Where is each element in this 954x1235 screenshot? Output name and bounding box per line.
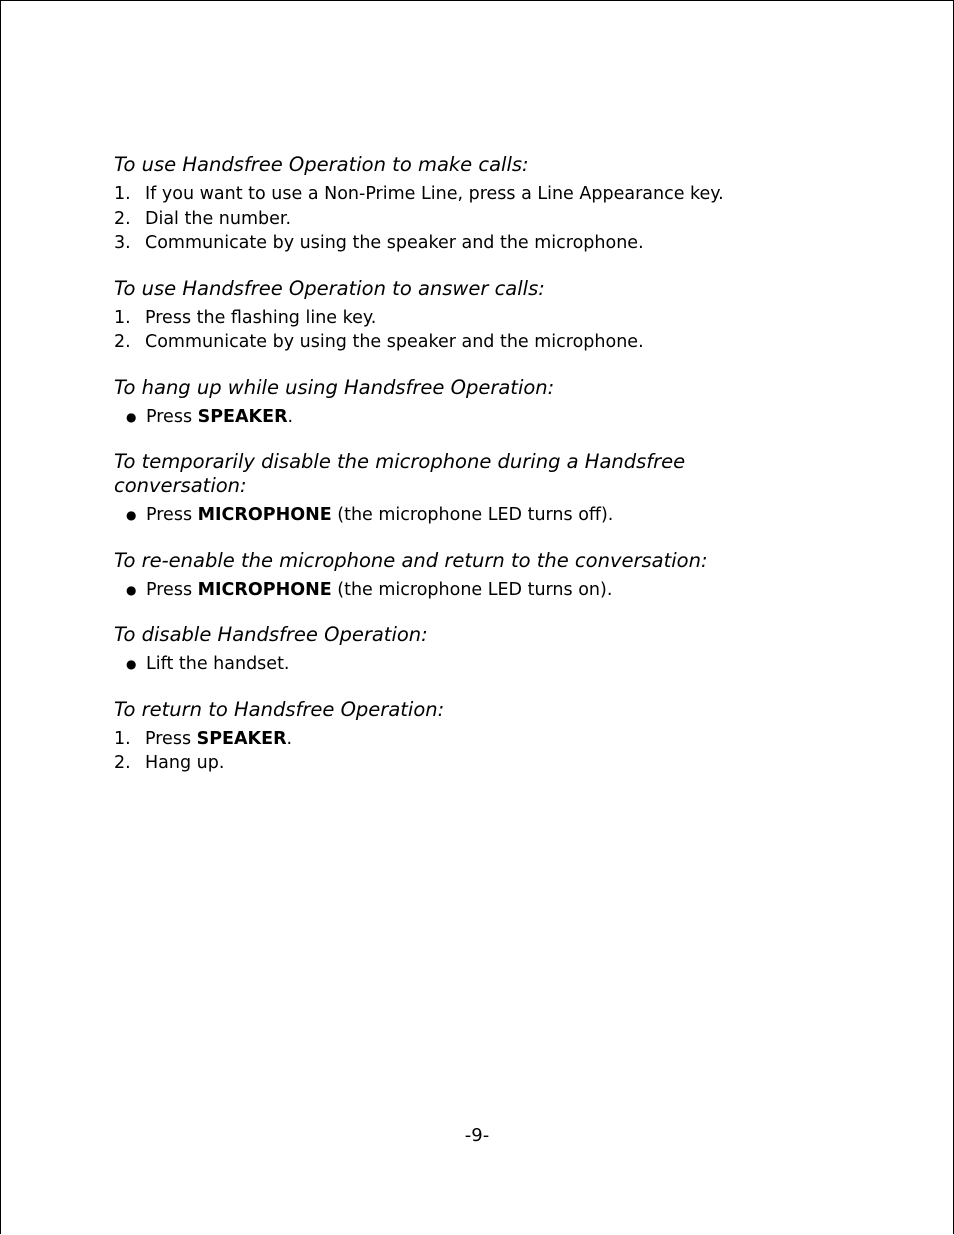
bullet-item	[114, 652, 814, 677]
section-heading: To re-enable the microphone and return to the conversation:	[114, 548, 708, 572]
step-text: Hang up.	[145, 753, 225, 773]
key-name: MICROPHONE	[197, 579, 332, 600]
steps-list	[114, 182, 814, 256]
step-item	[114, 751, 814, 776]
key-name: SPEAKER	[196, 728, 287, 749]
section-hang-up	[114, 376, 814, 430]
page-number: -9-	[464, 1125, 490, 1146]
step-item	[114, 207, 814, 232]
steps-list	[114, 727, 814, 776]
bullet-item	[114, 405, 814, 430]
bullet-list	[114, 578, 814, 603]
section-heading: To return to Handsfree Operation:	[114, 697, 445, 721]
step-text: Communicate by using the speaker and the microphone.	[145, 233, 644, 253]
step-number: 1.	[114, 184, 131, 204]
step-number: 1.	[114, 307, 131, 328]
section-return-handsfree	[114, 698, 814, 776]
section-heading: To disable Handsfree Operation:	[114, 623, 428, 646]
bullet-list	[114, 652, 814, 677]
document-body	[114, 153, 814, 797]
bullet-text: Press MICROPHONE (the microphone LED turns on).	[146, 579, 613, 600]
step-item	[114, 727, 814, 752]
bullet-text: Lift the handset.	[146, 654, 290, 674]
step-text: Communicate by using the speaker and the microphone.	[145, 332, 644, 352]
key-name: MICROPHONE	[197, 505, 332, 525]
section-answer-calls	[114, 277, 814, 355]
step-text: If you want to use a Non-Prime Line, press a Line Appearance key.	[145, 184, 724, 204]
bullet-icon: ●	[126, 508, 137, 522]
step-number: 2.	[114, 753, 131, 773]
step-number: 3.	[114, 233, 131, 253]
step-text: Press the flashing line key.	[145, 307, 377, 328]
step-item	[114, 231, 814, 256]
step-item	[114, 182, 814, 207]
section-disable-microphone	[114, 450, 814, 528]
section-heading: To use Handsfree Operation to answer calls:	[114, 276, 545, 300]
bullet-text: Press SPEAKER.	[146, 406, 294, 427]
bullet-icon: ●	[126, 409, 137, 424]
section-disable-handsfree	[114, 623, 814, 677]
key-name: SPEAKER	[197, 406, 288, 427]
section-heading: To hang up while using Handsfree Operation:	[114, 375, 555, 399]
section-make-calls	[114, 153, 814, 256]
section-heading: To use Handsfree Operation to make calls:	[114, 153, 529, 176]
step-number: 2.	[114, 208, 131, 229]
bullet-list	[114, 503, 814, 528]
bullet-list	[114, 405, 814, 430]
bullet-text: Press MICROPHONE (the microphone LED turns off).	[146, 505, 614, 525]
step-text: Dial the number.	[145, 208, 292, 229]
bullet-icon: ●	[126, 582, 137, 597]
bullet-icon: ●	[126, 657, 137, 671]
section-reenable-microphone	[114, 549, 814, 603]
step-item	[114, 330, 814, 355]
step-item	[114, 306, 814, 331]
step-number: 1.	[114, 728, 131, 749]
step-number: 2.	[114, 332, 131, 352]
step-text: Press SPEAKER.	[145, 728, 293, 749]
section-heading: To temporarily disable the microphone during a Handsfree conversation:	[114, 450, 686, 497]
bullet-item	[114, 503, 814, 528]
bullet-item	[114, 578, 814, 603]
steps-list	[114, 306, 814, 355]
